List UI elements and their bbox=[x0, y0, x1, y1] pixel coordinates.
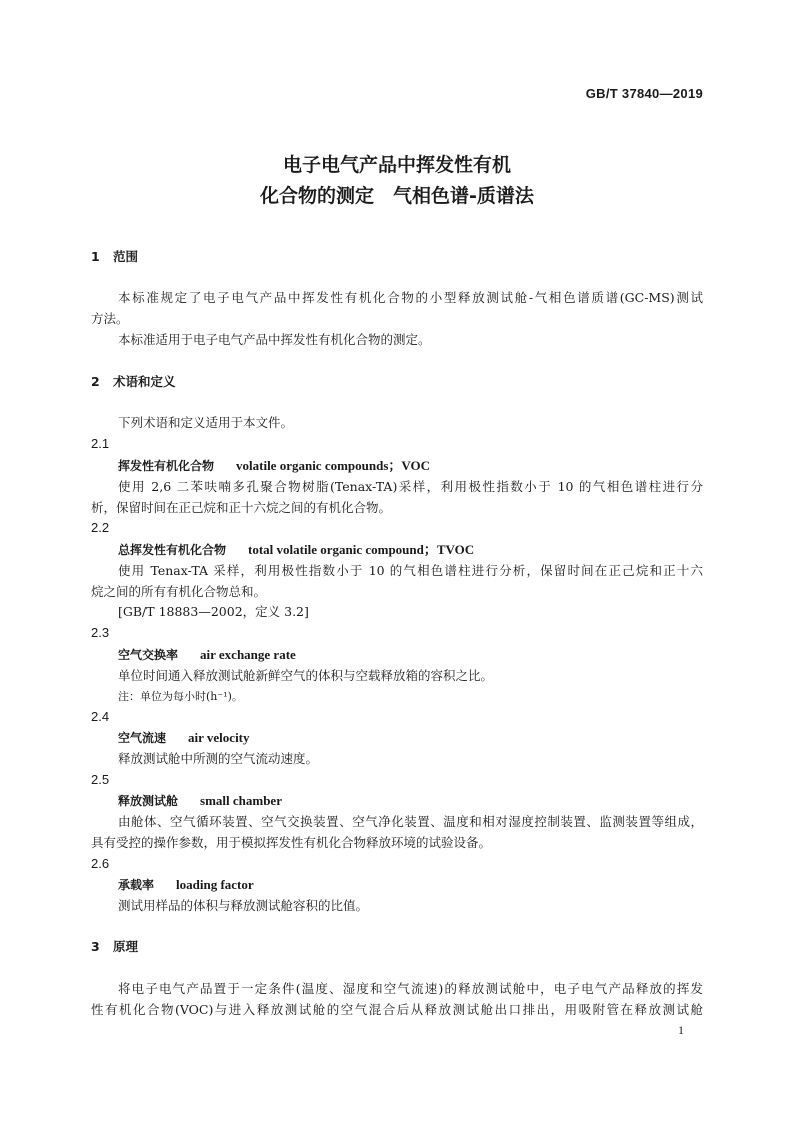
term-en: volatile organic compounds；VOC bbox=[236, 458, 431, 473]
definition-line: 测试用样品的体积与释放测试舱容积的比值。 bbox=[118, 898, 369, 913]
term-en: air exchange rate bbox=[200, 647, 296, 662]
clause-number: 2.6 bbox=[91, 856, 110, 871]
term-heading bbox=[118, 729, 250, 747]
paragraph-line: 下列术语和定义适用于本文件。 bbox=[118, 415, 294, 430]
source-reference: [GB/T 18883—2002，定义 3.2] bbox=[118, 604, 309, 619]
term-heading bbox=[118, 457, 430, 475]
document-title-line2: 化合物的测定 气相色谱-质谱法 bbox=[260, 185, 534, 207]
section-number: 3 bbox=[91, 939, 100, 954]
definition-line: 由舱体、空气循环装置、空气交换装置、空气净化装置、温度和相对湿度控制装置、监测装置等组成， bbox=[118, 814, 703, 829]
term-heading bbox=[118, 646, 296, 664]
definition-line: 使用 2,6 二苯呋喃多孔聚合物树脂(Tenax-TA)采样，利用极性指数小于 10 的气相色谱柱进行分 bbox=[118, 479, 703, 494]
paragraph-line: 将电子电气产品置于一定条件(温度、湿度和空气流速)的释放测试舱中，电子电气产品释放的挥发 bbox=[118, 981, 703, 996]
term-zh: 空气流速 bbox=[118, 731, 167, 745]
paragraph-line: 本标准规定了电子电气产品中挥发性有机化合物的小型释放测试舱-气相色谱质谱(GC-MS)测试 bbox=[118, 290, 703, 305]
term-zh: 挥发性有机化合物 bbox=[118, 459, 215, 473]
term-zh: 总挥发性有机化合物 bbox=[118, 543, 227, 557]
term-zh: 空气交换率 bbox=[118, 648, 179, 662]
document-title-line1: 电子电气产品中挥发性有机 bbox=[282, 154, 511, 176]
clause-number: 2.2 bbox=[91, 520, 110, 535]
paragraph-line: 性有机化合物(VOC)与进入释放测试舱的空气混合后从释放测试舱出口排出，用吸附管在释放测试舱 bbox=[91, 1002, 703, 1017]
definition-line: 具有受控的操作参数，用于模拟挥发性有机化合物释放环境的试验设备。 bbox=[91, 835, 492, 850]
page-number: 1 bbox=[678, 1023, 684, 1037]
clause-number: 2.3 bbox=[91, 625, 110, 640]
definition-line: 烷之间的所有有机化合物总和。 bbox=[91, 584, 267, 599]
section-title: 范围 bbox=[113, 249, 139, 264]
term-en: total volatile organic compound；TVOC bbox=[248, 542, 475, 557]
paragraph-line: 方法。 bbox=[91, 311, 129, 326]
definition-line: 析，保留时间在正己烷和正十六烷之间的有机化合物。 bbox=[91, 500, 392, 515]
term-en: loading factor bbox=[176, 877, 254, 892]
term-en: air velocity bbox=[188, 730, 250, 745]
definition-line: 使用 Tenax-TA 采样，利用极性指数小于 10 的气相色谱柱进行分析，保留时间在正己烷和正十六 bbox=[118, 563, 703, 578]
section-number: 2 bbox=[91, 374, 100, 389]
term-zh: 释放测试舱 bbox=[118, 794, 179, 808]
clause-number: 2.5 bbox=[91, 772, 110, 787]
section-1-heading bbox=[91, 248, 138, 266]
term-heading bbox=[118, 792, 282, 810]
term-heading bbox=[118, 876, 254, 894]
section-title: 原理 bbox=[113, 939, 139, 954]
note: 注：单位为每小时(h⁻¹)。 bbox=[118, 690, 243, 703]
clause-number: 2.4 bbox=[91, 709, 110, 724]
term-zh: 承载率 bbox=[118, 878, 155, 892]
definition-line: 单位时间通入释放测试舱新鲜空气的体积与空载释放箱的容积之比。 bbox=[118, 668, 494, 683]
definition-line: 释放测试舱中所测的空气流动速度。 bbox=[118, 751, 319, 766]
paragraph-line: 本标准适用于电子电气产品中挥发性有机化合物的测定。 bbox=[118, 332, 431, 347]
section-title: 术语和定义 bbox=[113, 374, 176, 389]
term-en: small chamber bbox=[200, 793, 282, 808]
section-number: 1 bbox=[91, 249, 100, 264]
section-3-heading bbox=[91, 938, 138, 956]
clause-number: 2.1 bbox=[91, 436, 110, 451]
section-2-heading bbox=[91, 373, 176, 391]
term-heading bbox=[118, 541, 474, 559]
standard-code: GB/T 37840—2019 bbox=[585, 86, 703, 101]
